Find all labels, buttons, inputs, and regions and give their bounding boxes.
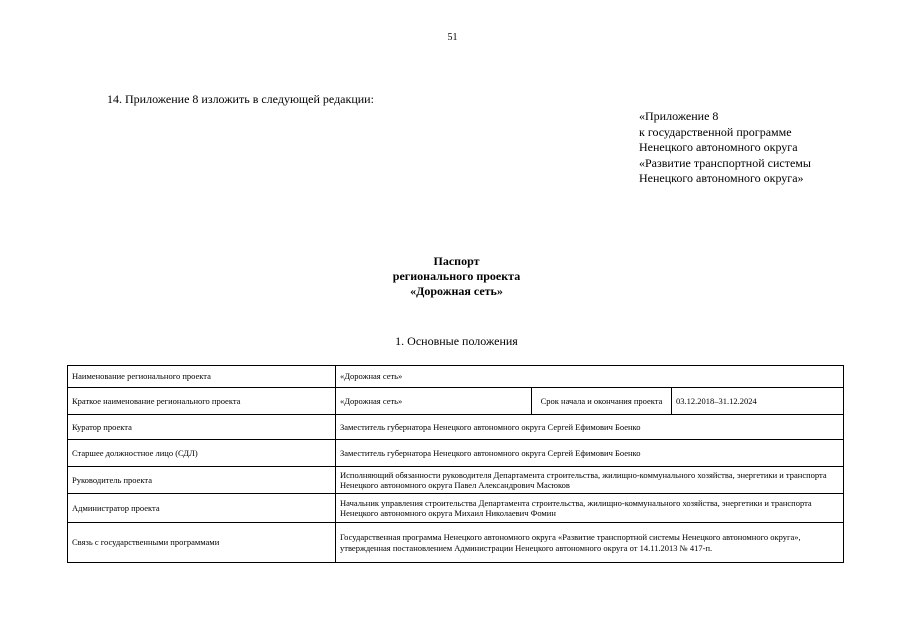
row-label: Старшее должностное лицо (СДЛ) [68, 440, 336, 467]
appendix-line: к государственной программе [639, 124, 792, 139]
table-row [68, 388, 844, 415]
appendix-line: «Приложение 8 [639, 109, 719, 123]
row-value: «Дорожная сеть» [336, 388, 532, 415]
amendment-item-text: 14. Приложение 8 изложить в следующей редакции: [107, 92, 374, 106]
appendix-header [639, 109, 811, 187]
page-number: 51 [447, 32, 458, 43]
row-value: «Дорожная сеть» [336, 366, 844, 388]
row-value: Исполняющий обязанности руководителя Департамента строительства, жилищно-коммунального хозяйства, энергетики и транспорта Ненецкого автономного округа Павел Александрович Масюков [336, 467, 844, 494]
row-label: Руководитель проекта [68, 467, 336, 494]
title-line: Паспорт [433, 254, 480, 268]
appendix-line: Ненецкого автономного округа» [639, 171, 804, 185]
term-label: Срок начала и окончания проекта [532, 388, 672, 415]
passport-table [67, 365, 844, 563]
table-row [68, 366, 844, 388]
title-line: регионального проекта [392, 269, 521, 283]
row-label: Наименование регионального проекта [68, 366, 336, 388]
row-label: Связь с государственными программами [68, 523, 336, 563]
row-value: Заместитель губернатора Ненецкого автономного округа Сергей Ефимович Боенко [336, 415, 844, 440]
passport-title [0, 254, 905, 299]
row-value: Начальник управления строительства Департамента строительства, жилищно-коммунального хозяйства, энергетики и транспорта Ненецкого автономного округа Михаил Николаевич Фомин [336, 494, 844, 523]
table-row [68, 523, 844, 563]
row-label: Администратор проекта [68, 494, 336, 523]
table-row [68, 467, 844, 494]
title-line: «Дорожная сеть» [410, 284, 503, 298]
row-label: Куратор проекта [68, 415, 336, 440]
row-value: Заместитель губернатора Ненецкого автономного округа Сергей Ефимович Боенко [336, 440, 844, 467]
row-value: Государственная программа Ненецкого автономного округа «Развитие транспортной системы Ненецкого автономного округа», утвержденная постановлением Администрации Ненецкого автономного округа от 14.11.2013 № 417-п. [336, 523, 844, 563]
appendix-line: Ненецкого автономного округа [639, 140, 798, 154]
appendix-line: «Развитие транспортной системы [639, 155, 811, 170]
section-heading: 1. Основные положения [395, 334, 518, 348]
table-row [68, 440, 844, 467]
table-row [68, 494, 844, 523]
row-label: Краткое наименование регионального проекта [68, 388, 336, 415]
term-value: 03.12.2018–31.12.2024 [672, 388, 844, 415]
table-row [68, 415, 844, 440]
